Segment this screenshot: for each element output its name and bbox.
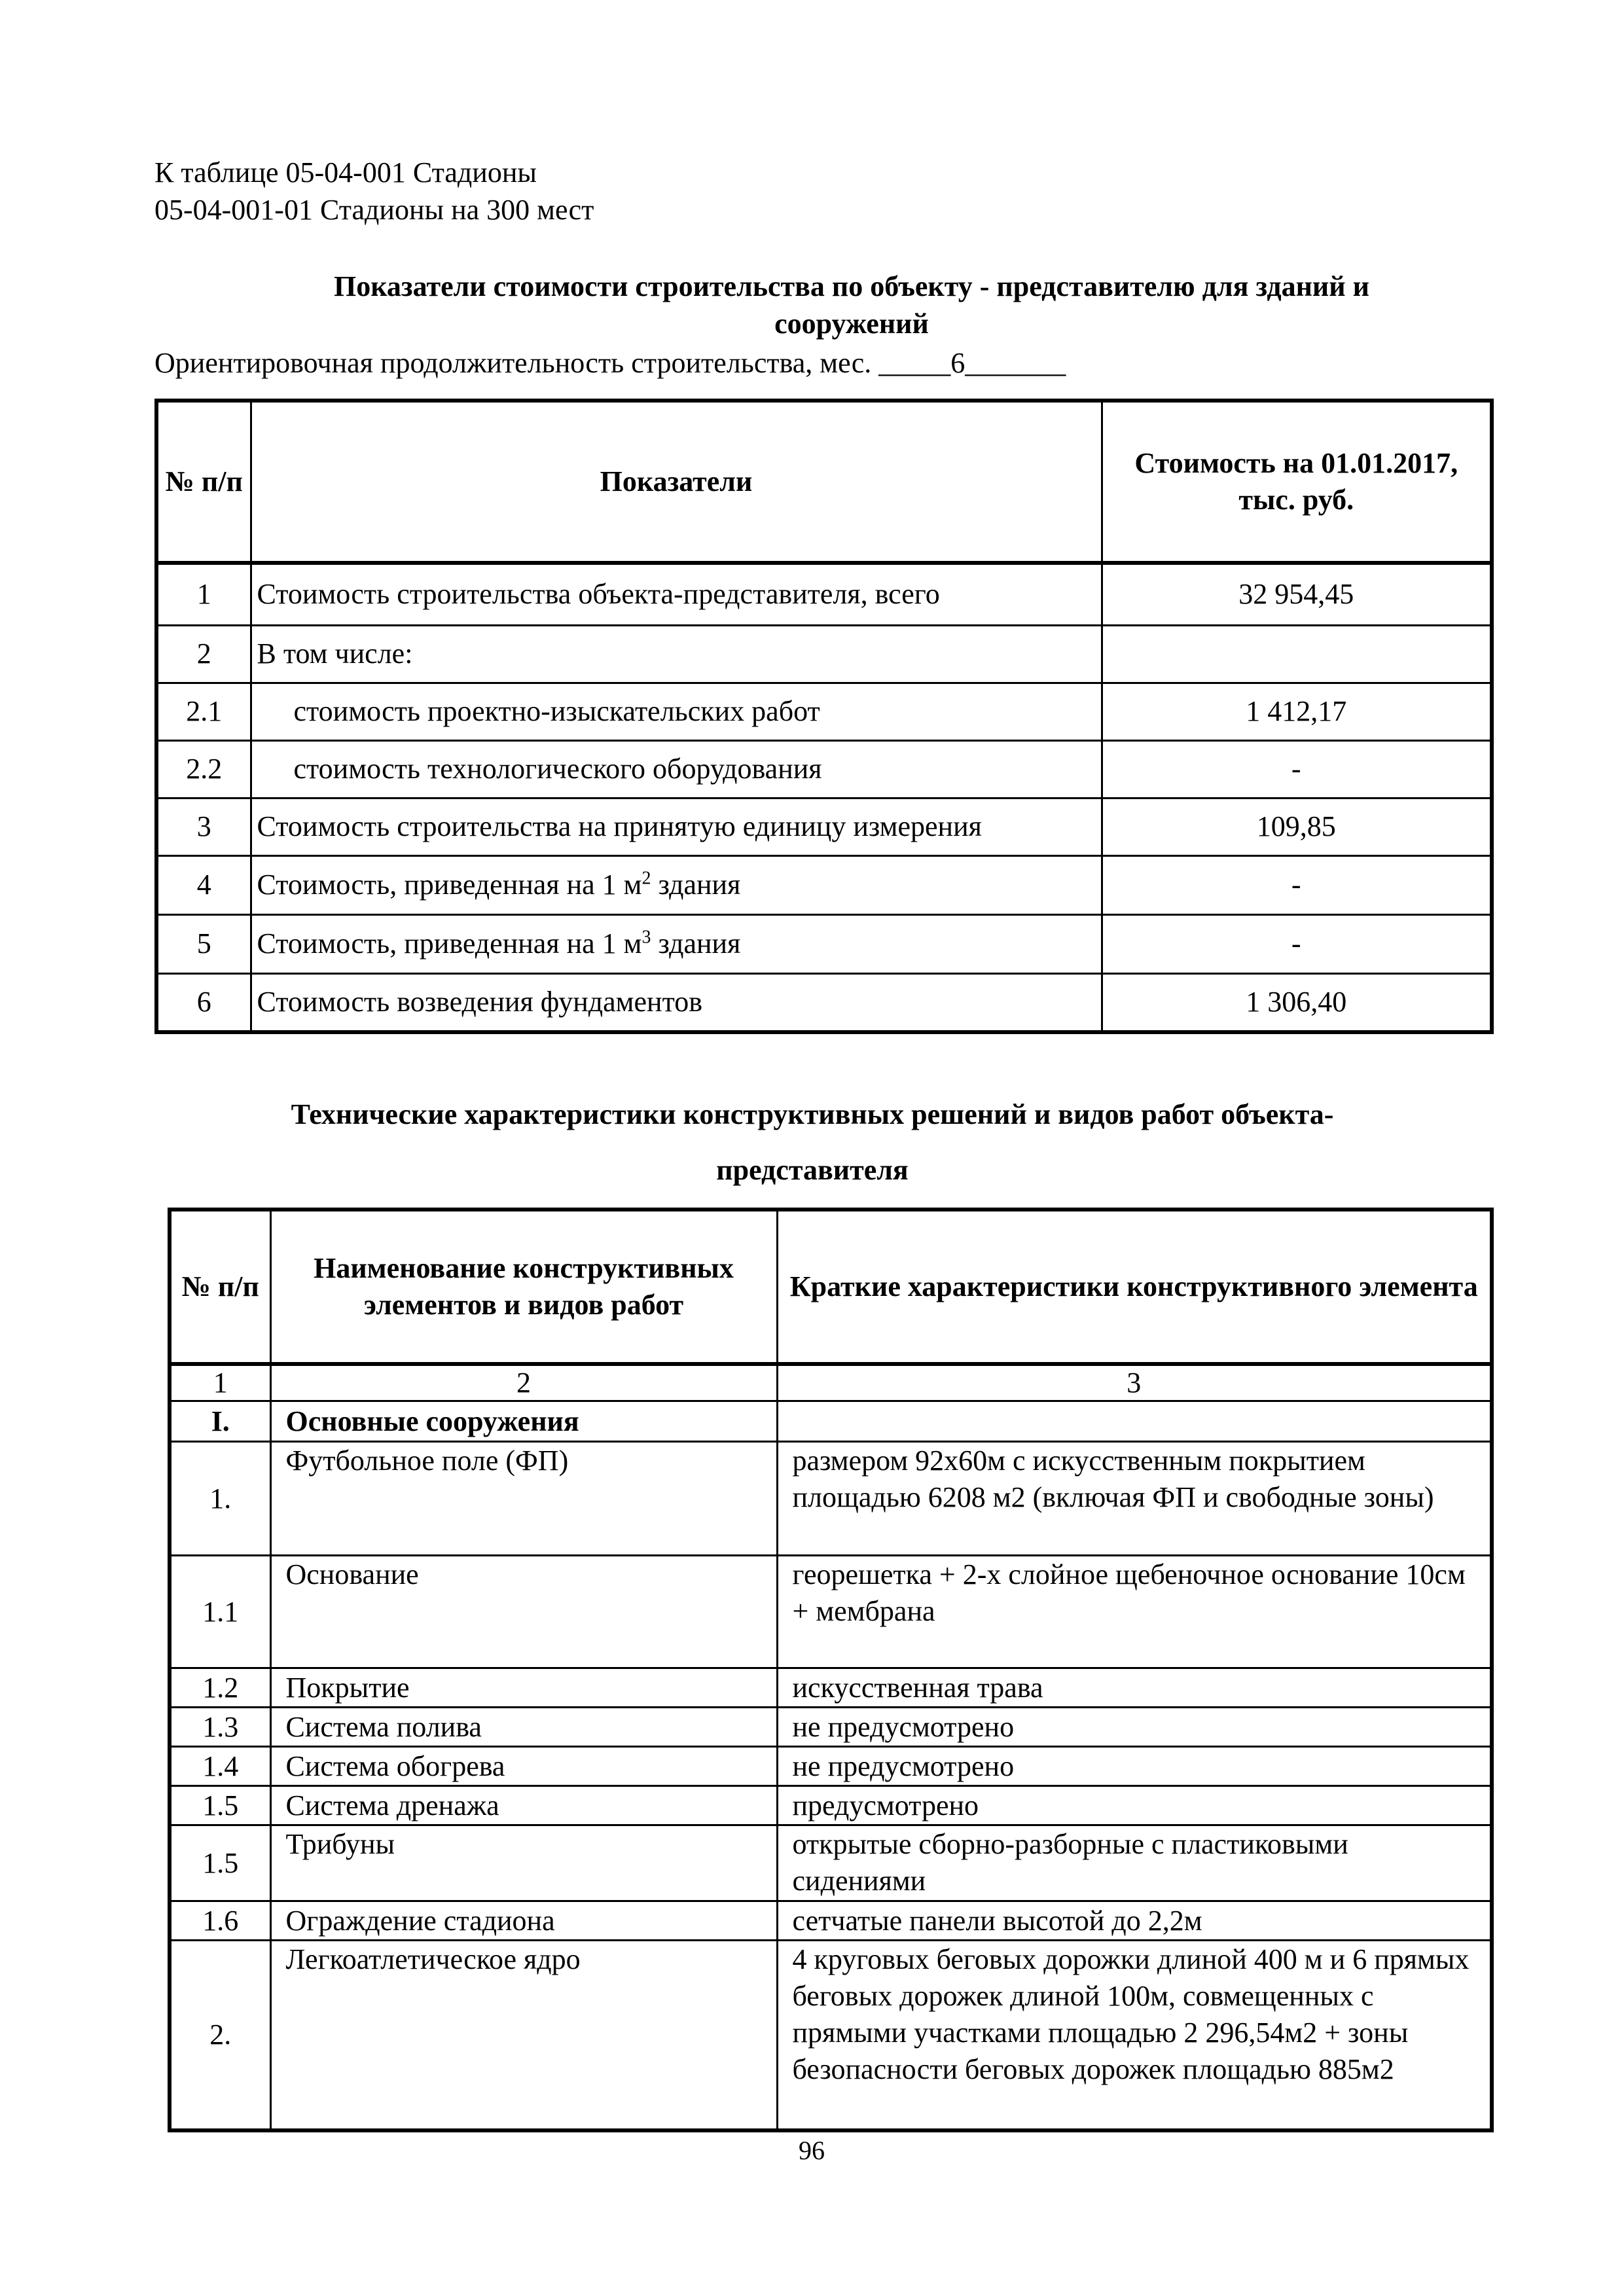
row-name-suffix: здания: [651, 927, 741, 960]
row-value: 1 412,17: [1102, 683, 1492, 740]
row-desc: не предусмотрено: [777, 1747, 1492, 1786]
row-name: стоимость проектно-изыскательских работ: [251, 683, 1102, 740]
row-value: 109,85: [1102, 798, 1492, 855]
section1-title-line-1: Показатели стоимости строительства по объекту - представителю для зданий и: [334, 270, 1369, 302]
table-row: [156, 683, 1492, 740]
table-row: [170, 1401, 1492, 1442]
superscript: 2: [641, 868, 651, 889]
row-name-text: Стоимость, приведенная на 1 м: [257, 869, 642, 901]
header-line-2: 05-04-001-01 Стадионы на 300 мест: [154, 194, 594, 226]
table-row: [170, 1442, 1492, 1556]
row-num: 1.1: [170, 1556, 270, 1668]
table-row: [156, 855, 1492, 914]
row-value: -: [1102, 740, 1492, 798]
row-name: Стоимость возведения фундаментов: [251, 973, 1102, 1032]
page-number: 96: [799, 2136, 825, 2165]
row-num: 3: [156, 798, 251, 855]
row-desc: размером 92х60м с искусственным покрытием площадью 6208 м2 (включая ФП и свободные зоны): [777, 1442, 1492, 1556]
row-name: Трибуны: [270, 1825, 777, 1901]
row-num: 1.2: [170, 1668, 270, 1708]
row-desc: предусмотрено: [777, 1786, 1492, 1825]
row-value: 32 954,45: [1102, 563, 1492, 625]
column-numbers-row: [170, 1364, 1492, 1401]
section2-title-line-1: Технические характеристики конструктивных решений и видов работ объекта-: [291, 1098, 1334, 1130]
technical-characteristics-table: [168, 1208, 1494, 2132]
row-num: 1.5: [170, 1825, 270, 1901]
column-number: 1: [170, 1364, 270, 1401]
table2-header-name: Наименование конструктивных элементов и видов работ: [270, 1210, 777, 1364]
superscript: 3: [641, 927, 651, 948]
row-num: 5: [156, 914, 251, 973]
row-name: Ограждение стадиона: [270, 1901, 777, 1941]
table-row: [170, 1901, 1492, 1941]
row-desc: георешетка + 2-х слойное щебеночное основание 10см + мембрана: [777, 1556, 1492, 1668]
table2-header-row: [170, 1210, 1492, 1364]
table-row: [170, 1747, 1492, 1786]
row-value: -: [1102, 855, 1492, 914]
duration-line: [154, 345, 1066, 382]
table-row: [156, 563, 1492, 625]
row-name: [251, 855, 1102, 914]
cost-indicators-table: [154, 399, 1494, 1034]
row-desc: [777, 1401, 1492, 1442]
row-desc: сетчатые панели высотой до 2,2м: [777, 1901, 1492, 1941]
row-num: 2: [156, 625, 251, 683]
table-row: [170, 1708, 1492, 1747]
row-value: [1102, 625, 1492, 683]
row-name-suffix: здания: [651, 869, 741, 901]
row-name: Основные сооружения: [270, 1401, 777, 1442]
row-desc: открытые сборно-разборные с пластиковыми сидениями: [777, 1825, 1492, 1901]
row-name: Система дренажа: [270, 1786, 777, 1825]
row-value: -: [1102, 914, 1492, 973]
duration-value: _____6_______: [878, 347, 1066, 379]
row-desc: 4 круговых беговых дорожки длиной 400 м и 6 прямых беговых дорожек длиной 100м, совмещенных с прямыми участками площадью 2 296,54м2 + зоны безопасности беговых дорожек площадью 885м2: [777, 1941, 1492, 2130]
row-num: 1: [156, 563, 251, 625]
row-num: 2.2: [156, 740, 251, 798]
table1-header-num: № п/п: [156, 401, 251, 563]
row-num: 1.4: [170, 1747, 270, 1786]
row-name: Стоимость строительства на принятую единицу измерения: [251, 798, 1102, 855]
row-name: Покрытие: [270, 1668, 777, 1708]
header-line-1: К таблице 05-04-001 Стадионы: [154, 156, 537, 188]
row-num: 6: [156, 973, 251, 1032]
table-row: [156, 740, 1492, 798]
row-num: 2.1: [156, 683, 251, 740]
table-row: [156, 798, 1492, 855]
row-name: Основание: [270, 1556, 777, 1668]
row-value: 1 306,40: [1102, 973, 1492, 1032]
table1-header-name: Показатели: [251, 401, 1102, 563]
column-number: 2: [270, 1364, 777, 1401]
section1-title-line-2: сооружений: [774, 308, 929, 340]
table2-header-num: № п/п: [170, 1210, 270, 1364]
row-name: Система полива: [270, 1708, 777, 1747]
row-name: Система обогрева: [270, 1747, 777, 1786]
table-row: [156, 914, 1492, 973]
row-num: 1.6: [170, 1901, 270, 1941]
table-row: [156, 625, 1492, 683]
row-name: [251, 914, 1102, 973]
row-num: I.: [170, 1401, 270, 1442]
table-row: [170, 1941, 1492, 2130]
row-name: стоимость технологического оборудования: [251, 740, 1102, 798]
row-desc: искусственная трава: [777, 1668, 1492, 1708]
row-num: 1.3: [170, 1708, 270, 1747]
table-row: [170, 1556, 1492, 1668]
column-number: 3: [777, 1364, 1492, 1401]
row-name: Легкоатлетическое ядро: [270, 1941, 777, 2130]
row-name: Стоимость строительства объекта-представителя, всего: [251, 563, 1102, 625]
row-name: В том числе:: [251, 625, 1102, 683]
row-num: 1.5: [170, 1786, 270, 1825]
table-row: [170, 1786, 1492, 1825]
row-name-text: Стоимость, приведенная на 1 м: [257, 927, 642, 960]
row-num: 4: [156, 855, 251, 914]
table-row: [170, 1825, 1492, 1901]
table-row: [170, 1668, 1492, 1708]
table1-header-cost: Стоимость на 01.01.2017, тыс. руб.: [1102, 401, 1492, 563]
row-desc: не предусмотрено: [777, 1708, 1492, 1747]
row-num: 1.: [170, 1442, 270, 1556]
row-num: 2.: [170, 1941, 270, 2130]
duration-label: Ориентировочная продолжительность строительства, мес.: [154, 347, 872, 379]
table1-header-row: [156, 401, 1492, 563]
table-row: [156, 973, 1492, 1032]
section2-title-line-2: представителя: [716, 1154, 909, 1186]
table2-header-desc: Краткие характеристики конструктивного элемента: [777, 1210, 1492, 1364]
row-name: Футбольное поле (ФП): [270, 1442, 777, 1556]
